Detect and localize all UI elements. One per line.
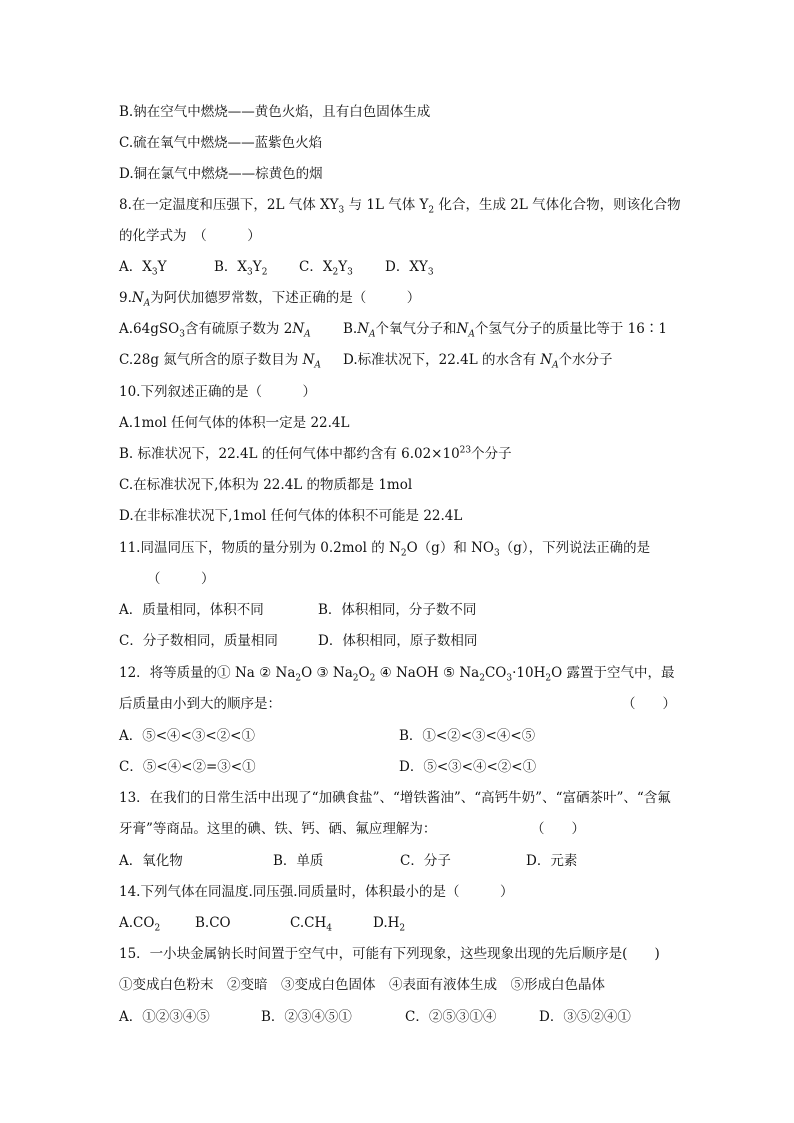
q15-option-a: A．①②③④⑤ — [119, 1009, 210, 1025]
q13-option-d: D．元素 — [526, 853, 578, 869]
q12-stem-line2: 后质量由小到大的顺序是： — [119, 696, 281, 712]
q8-stem-line2: 的化学式为 （ ） — [119, 228, 261, 244]
q11-option-d: D．体积相同，原子数相同 — [318, 633, 478, 649]
q10-option-c: C.在标准状况下,体积为 22.4L 的物质都是 1mol — [119, 477, 413, 493]
q15-phenomena: ①变成白色粉末 ②变暗 ③变成白色固体 ④表面有液体生成 ⑤形成白色晶体 — [119, 977, 605, 993]
q14-option-a: $A.CO_2$ — [119, 915, 161, 934]
q7-option-c: C.硫在氧气中燃烧——蓝紫色火焰 — [119, 135, 323, 151]
q7-option-d: D.铜在氯气中燃烧——棕黄色的烟 — [119, 166, 323, 182]
q10-stem: 10.下列叙述正确的是（ ） — [119, 384, 316, 400]
q8-option-c: C．$X_2Y_3$ — [299, 259, 353, 278]
q12-options-cd — [119, 758, 536, 776]
q15-options — [119, 1008, 631, 1026]
q12-answer-paren: （ ） — [622, 696, 676, 712]
q12-options-ab — [119, 727, 535, 745]
q11-stem: 11.同温同压下，物质的量分别为 0.2mol 的 $N_2O(g)$和 $NO_3(g)$，下列说法正确的是 — [119, 540, 651, 559]
q13-option-b: B．单质 — [273, 853, 324, 869]
q11-option-c: C．分子数相同，质量相同 — [119, 633, 278, 649]
q9-options-cd — [119, 351, 613, 369]
q15-stem: 15．一小块金属钠长时间置于空气中，可能有下列现象，这些现象出现的先后顺序是( ) — [119, 946, 660, 962]
q8-stem: 8.在一定温度和压强下，2L 气体 $XY_3$ 与 1L 气体 $Y_2$ 化合，生成 2L 气体化合物，则该化合物 — [119, 197, 681, 216]
q10-option-a: A.1mol 任何气体的体积一定是 22.4L — [119, 415, 350, 431]
q11-options-cd — [119, 632, 477, 650]
q14-option-c: $C.CH_4$ — [290, 915, 332, 934]
q8-option-b: B．$X_3Y_2$ — [214, 259, 268, 278]
q10-option-b: B. 标准状况下，22.4L 的任何气体中都约含有 $6.02\times 10^{23}$个分子 — [119, 445, 512, 462]
q14-options — [119, 914, 405, 932]
q9-options-ab — [119, 320, 667, 338]
q10-option-d: D.在非标准状况下,1mol 任何气体的体积不可能是 22.4L — [119, 508, 463, 524]
q15-option-b: B．②③④⑤① — [261, 1009, 352, 1025]
q9-stem: $9.N_A$为阿伏加德罗常数，下述正确的是（ ） — [119, 290, 421, 309]
q12-option-d: D．⑤<③<④<②<① — [399, 759, 537, 775]
q13-stem-line2: 牙膏”等商品。这里的碘、铁、钙、硒、氟应理解为： — [119, 821, 437, 837]
q12-option-c: C．⑤<④<②=③<① — [119, 759, 256, 775]
q14-stem: 14.下列气体在同温度.同压强.同质量时，体积最小的是（ ） — [119, 884, 514, 900]
q13-answer-paren: （ ） — [531, 821, 585, 837]
q11-answer-paren: （ ） — [147, 571, 215, 587]
q13-options — [119, 852, 577, 870]
q12-option-a: A．⑤<④<③<②<① — [119, 728, 255, 744]
q11-option-a: A．质量相同，体积不同 — [119, 602, 264, 618]
q14-option-d: $D.H_2$ — [373, 915, 406, 934]
q11-option-b: B．体积相同，分子数不同 — [318, 602, 477, 618]
q12-stem: 12．将等质量的① Na ② $Na_2O$ ③ $Na_2O_2$ ④ NaOH ⑤ $Na_2CO_3\cdot 10H_2O$ 露置于空气中，最 — [119, 665, 675, 684]
q9-option-a: A.64gSO$_3$含有硫原子数为 $2N_A$ — [119, 321, 311, 340]
q13-option-c: C．分子 — [400, 853, 451, 869]
q14-option-b: B.CO — [195, 915, 231, 931]
q15-option-c: C．②⑤③①④ — [405, 1009, 497, 1025]
q13-option-a: A．氧化物 — [119, 853, 183, 869]
q9-option-d: D.标准状况下，22.4L 的水含有 $N_A$个水分子 — [343, 352, 613, 371]
q11-options-ab — [119, 601, 476, 619]
q9-option-c: C.28g 氮气所含的原子数目为 $N_A$ — [119, 352, 321, 371]
q8-options — [119, 258, 434, 276]
q8-option-d: D．$XY_3$ — [385, 259, 434, 278]
q15-option-d: D．③⑤②④① — [539, 1009, 631, 1025]
q7-option-b: B.钠在空气中燃烧——黄色火焰，且有白色固体生成 — [119, 104, 431, 120]
q13-stem: 13．在我们的日常生活中出现了“加碘食盐”、“增铁酱油”、“高钙牛奶”、“富硒茶叶”、“含氟 — [119, 790, 671, 806]
q8-option-a: A．$X_3Y$ — [119, 259, 167, 278]
q12-option-b: B．①<②<③<④<⑤ — [399, 728, 536, 744]
q9-option-b: $B.N_A$个氧气分子和$N_A$个氢气分子的质量比等于 16∶1 — [343, 321, 667, 340]
